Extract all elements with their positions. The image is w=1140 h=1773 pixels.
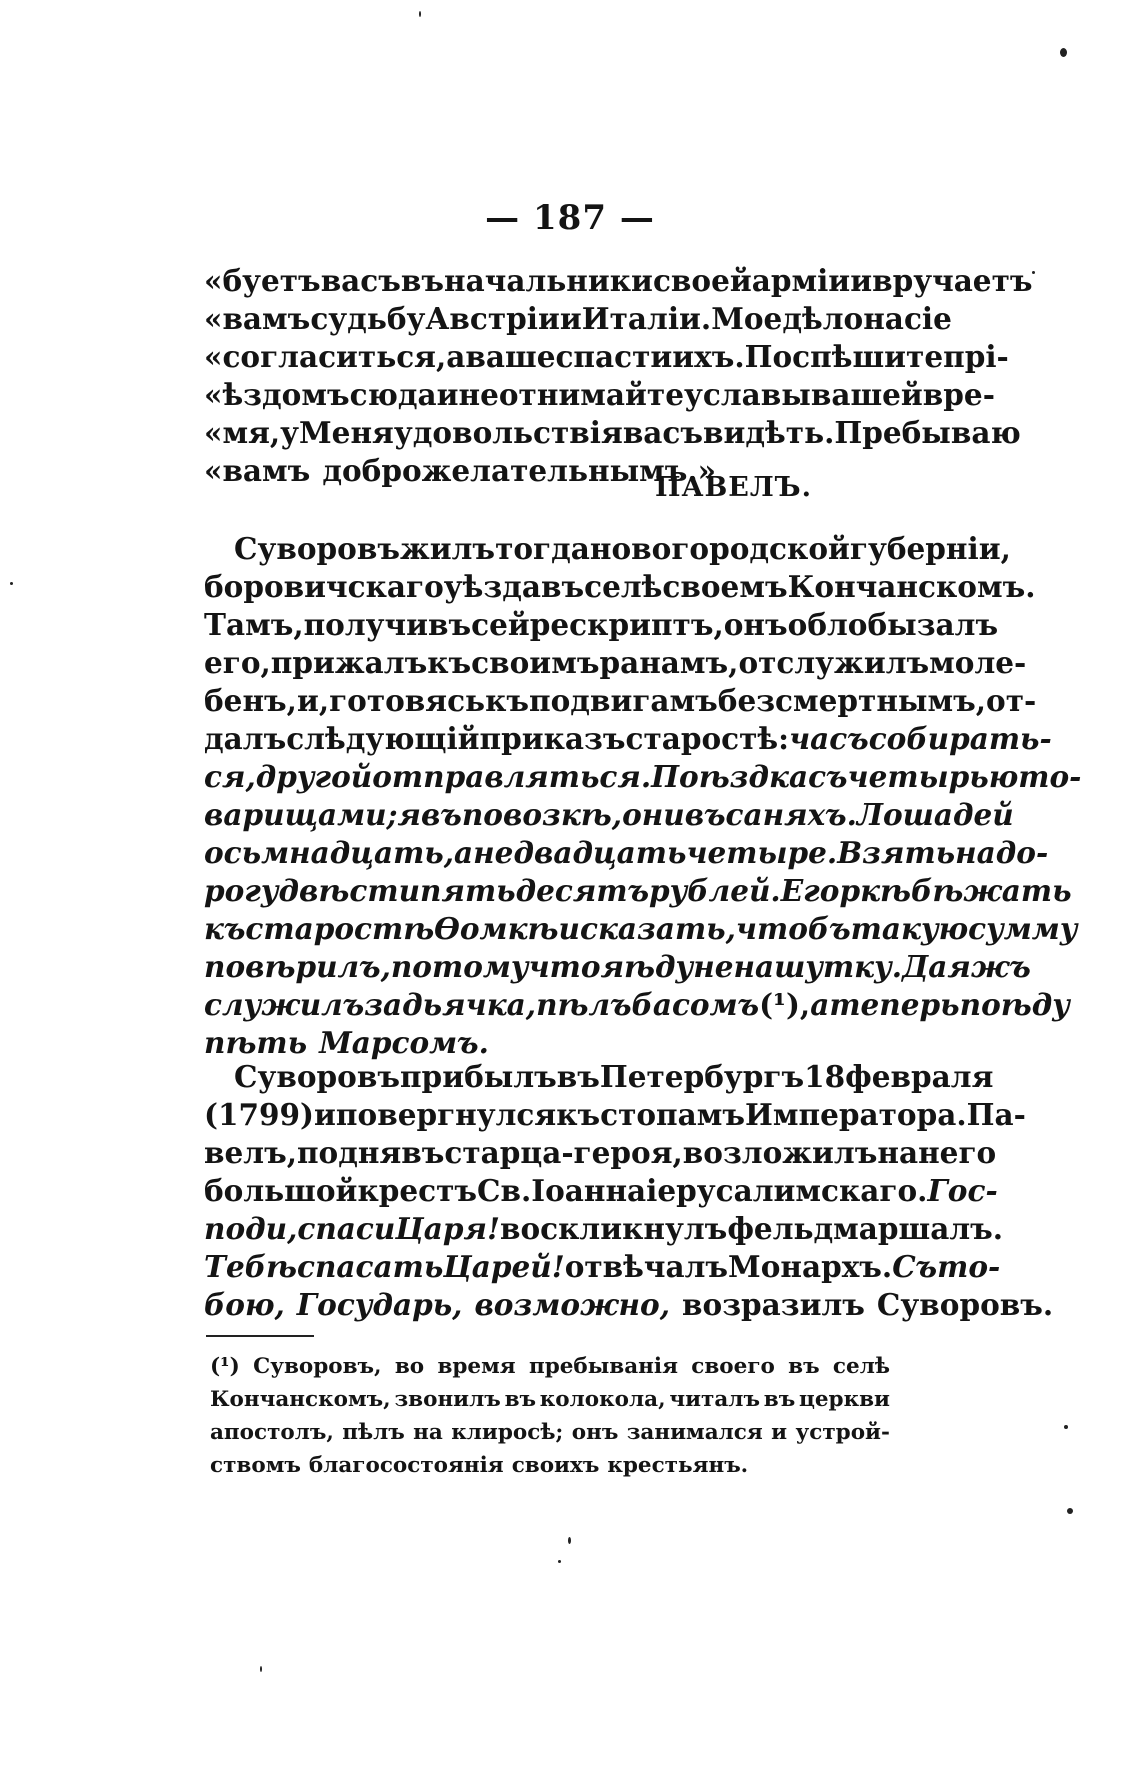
text-line: Суворовъ прибылъ въ Петербургъ 18 февраля: [234, 1059, 994, 1094]
text-line: бенъ, и, готовясь къ подвигамъ безсмертнымъ, от-: [204, 683, 1037, 718]
page-number: — 187 —: [485, 198, 655, 238]
text-line: поди, спаси Царя! воскликнулъ фельдмаршалъ.: [204, 1211, 1004, 1246]
text-line: большой крестъ Св. Іоанна іерусалимскаго. Гос-: [204, 1173, 998, 1208]
text-line: «вамъ судьбу Австріи и Италіи. Мое дѣло на сіе: [204, 301, 952, 336]
text-line: «вамъ доброжелательнымъ.»: [204, 453, 717, 488]
paragraph-2: [204, 1058, 1054, 1324]
letter-text: [204, 262, 1033, 490]
text-line: Суворовъ жилъ тогда новогородской губерніи,: [234, 531, 1011, 566]
scan-speck: [260, 1666, 262, 1672]
footnote-line: ствомъ благосостоянія своихъ крестьянъ.: [210, 1453, 749, 1478]
text-line: къ старостѣ Ѳомкѣ и сказать, чтобъ такую сумму: [204, 911, 1078, 946]
scan-speck: [1032, 271, 1035, 274]
scan-speck: [1064, 1425, 1068, 1429]
footnote-line: Кончанскомъ, звонилъ въ колокола, читалъ въ церкви: [210, 1387, 890, 1412]
scan-speck: [568, 1537, 571, 1544]
text-line: велъ, поднявъ старца-героя, возложилъ на него: [204, 1135, 997, 1170]
text-line: (1799) и повергнулся къ стопамъ Императора. Па-: [204, 1097, 1026, 1132]
footnote-line: апостолъ, пѣлъ на клиросѣ; онъ занимался и устрой-: [210, 1420, 890, 1445]
text-line: пѣть Марсомъ.: [204, 1025, 489, 1060]
text-line: осьмнадцать, а не двадцать четыре. Взять на до-: [204, 835, 1049, 870]
text-line: «ѣздомъ сюда и не отнимайте у славы вашей вре-: [204, 377, 995, 412]
text-line: варищами; я въ повозкѣ, они въ саняхъ. Лошадей: [204, 797, 1014, 832]
text-line: Тамъ, получивъ сей рескриптъ, онъ облобызалъ: [204, 607, 999, 642]
footnote-rule: [206, 1335, 314, 1337]
text-line: «согласиться, а ваше спасти ихъ. Поспѣшите прі-: [204, 339, 1009, 374]
text-line: боровичскаго уѣзда въ селѣ своемъ Кончанскомъ.: [204, 569, 1036, 604]
scan-speck: [1060, 48, 1067, 57]
footnote: [210, 1350, 890, 1482]
text-line: бою, Государь, возможно, возразилъ Суворовъ.: [204, 1287, 1054, 1322]
scan-speck: [558, 1560, 561, 1563]
paragraph-1: [204, 530, 1082, 1062]
text-line: далъ слѣдующій приказъ старостѣ : часъ собирать-: [204, 721, 1052, 756]
text-line: рогу двѣсти пятьдесятъ рублей. Егоркѣ бѣжать: [204, 873, 1072, 908]
scan-speck: [1067, 1508, 1073, 1514]
signature: ПАВЕЛЪ.: [655, 472, 812, 503]
text-line: Тебѣ спасать Царей! отвѣчалъ Монархъ. Съ то-: [204, 1249, 1001, 1284]
text-line: ся, другой отправляться. Поѣздка съ четырью то-: [204, 759, 1082, 794]
scan-speck: [419, 11, 421, 17]
text-line: «буетъ васъ въ начальники своей арміи и вручаетъ: [204, 263, 1033, 298]
text-line: «мя, у Меня удовольствія васъ видѣть. Пребываю: [204, 415, 1021, 450]
footnote-line: (¹) Суворовъ, во время пребыванія своего въ селѣ: [210, 1354, 890, 1379]
scan-speck: [10, 582, 13, 585]
text-line: служилъ за дьячка, пѣлъ басомъ (¹), а теперь поѣду: [204, 987, 1070, 1022]
text-line: его, прижалъ къ своимъ ранамъ, отслужилъ моле-: [204, 645, 1027, 680]
text-line: повѣрилъ, потому что я ѣду не на шутку. Да яжъ: [204, 949, 1031, 984]
